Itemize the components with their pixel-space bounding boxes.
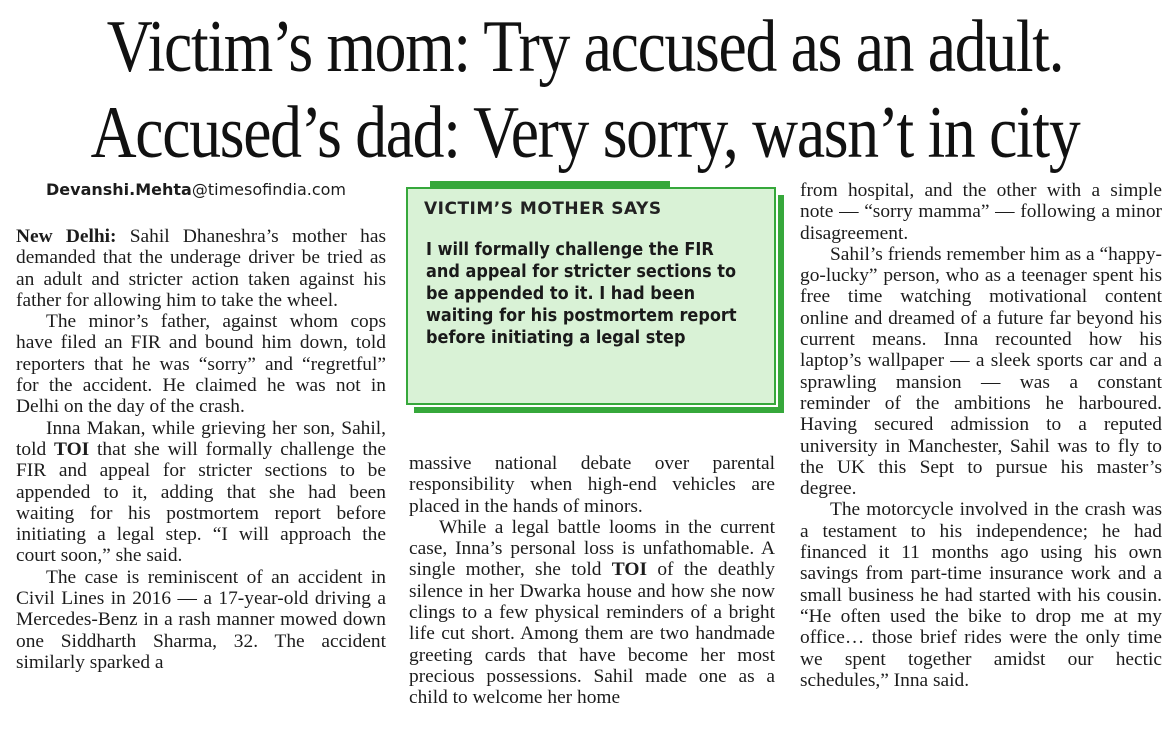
- toi-mention: TOI: [611, 559, 647, 581]
- toi-mention: TOI: [54, 438, 90, 460]
- article-column-3: [800, 180, 1162, 691]
- paragraph: The motorcycle involved in the crash was a testament to his independence; he had financed it 11 months ago using his own savings from part-time insurance work and a small business he had started with his cousin. “He often used the bike to drop me at my office… those brief rides were the only time we spent together amidst our hectic schedules,” Inna said.: [800, 499, 1162, 691]
- headline-line-2: Accused’s dad: Very sorry, wasn’t in city: [90, 92, 1080, 174]
- paragraph: from hospital, and the other with a simple note — “sorry mamma” — following a minor disagreement.: [800, 180, 1162, 244]
- paragraph-text: Inna Makan, while grieving her son, Sahil, told: [16, 417, 386, 460]
- article-column-1: [16, 180, 386, 673]
- byline-name: Devanshi.Mehta: [46, 180, 192, 199]
- paragraph: [409, 517, 775, 709]
- paragraph: Sahil’s friends remember him as a “happy-go-lucky” person, who as a teenager spent his free time watching motivational content online and dreamed of a future far beyond his current means. Inna recounted how his laptop’s wallpaper — a sleek sports car and a sprawling mansion — was a constant reminder of the ambitions he harboured. Having secured admission to a reputed university in Manchester, Sahil was to fly to the UK this Sept to pursue his master’s degree.: [800, 243, 1162, 500]
- paragraph: [16, 418, 386, 567]
- callout-quote: I will formally challenge the FIR and appeal for stricter sections to be appended to it. I had been waiting for his postmortem report before initiating a legal step: [426, 240, 737, 348]
- paragraph: The minor’s father, against whom cops have filed an FIR and bound him down, told reporters that he was “sorry” and “regretful” for the accident. He claimed he was not in Delhi on the day of the crash.: [16, 311, 386, 418]
- paragraph-text: Sahil Dhaneshra’s mother has demanded that the underage driver be tried as an adult and stricter action taken against his father for allowing him to take the wheel.: [16, 226, 386, 311]
- headline: [82, 4, 1088, 176]
- dateline: New Delhi:: [16, 226, 117, 247]
- paragraph: The case is reminiscent of an accident in Civil Lines in 2016 — a 17-year-old driving a Mercedes-Benz in a rash manner mowed down one Siddharth Sharma, 32. The accident similarly sparked a: [16, 566, 386, 673]
- paragraph-text: While a legal battle looms in the current case, Inna’s personal loss is unfathomable. A single mother, she told: [409, 516, 775, 581]
- callout-label: VICTIM’S MOTHER SAYS: [424, 199, 662, 219]
- quote-callout: [406, 187, 776, 405]
- byline: [46, 180, 386, 200]
- article-column-2: [409, 453, 775, 709]
- byline-domain: @timesofindia.com: [191, 180, 346, 199]
- paragraph: [16, 226, 386, 311]
- paragraph-text: of the deathly silence in her Dwarka house and how she now clings to a few physical reminders of a bright life cut short. Among them are two handmade greeting cards that have become her most precious possessions. Sahil made one as a child to welcome her home: [409, 559, 775, 709]
- callout-accent-bar: [430, 181, 670, 189]
- paragraph-text: that she will formally challenge the FIR and appeal for stricter sections to be appended to it, adding that she had been waiting for his postmortem report before initiating a legal step. “I will approach the court soon,” she said.: [16, 438, 387, 567]
- paragraph: massive national debate over parental responsibility when high-end vehicles are placed in the hands of minors.: [409, 453, 775, 517]
- headline-line-1: Victim’s mom: Try accused as an adult.: [106, 6, 1064, 88]
